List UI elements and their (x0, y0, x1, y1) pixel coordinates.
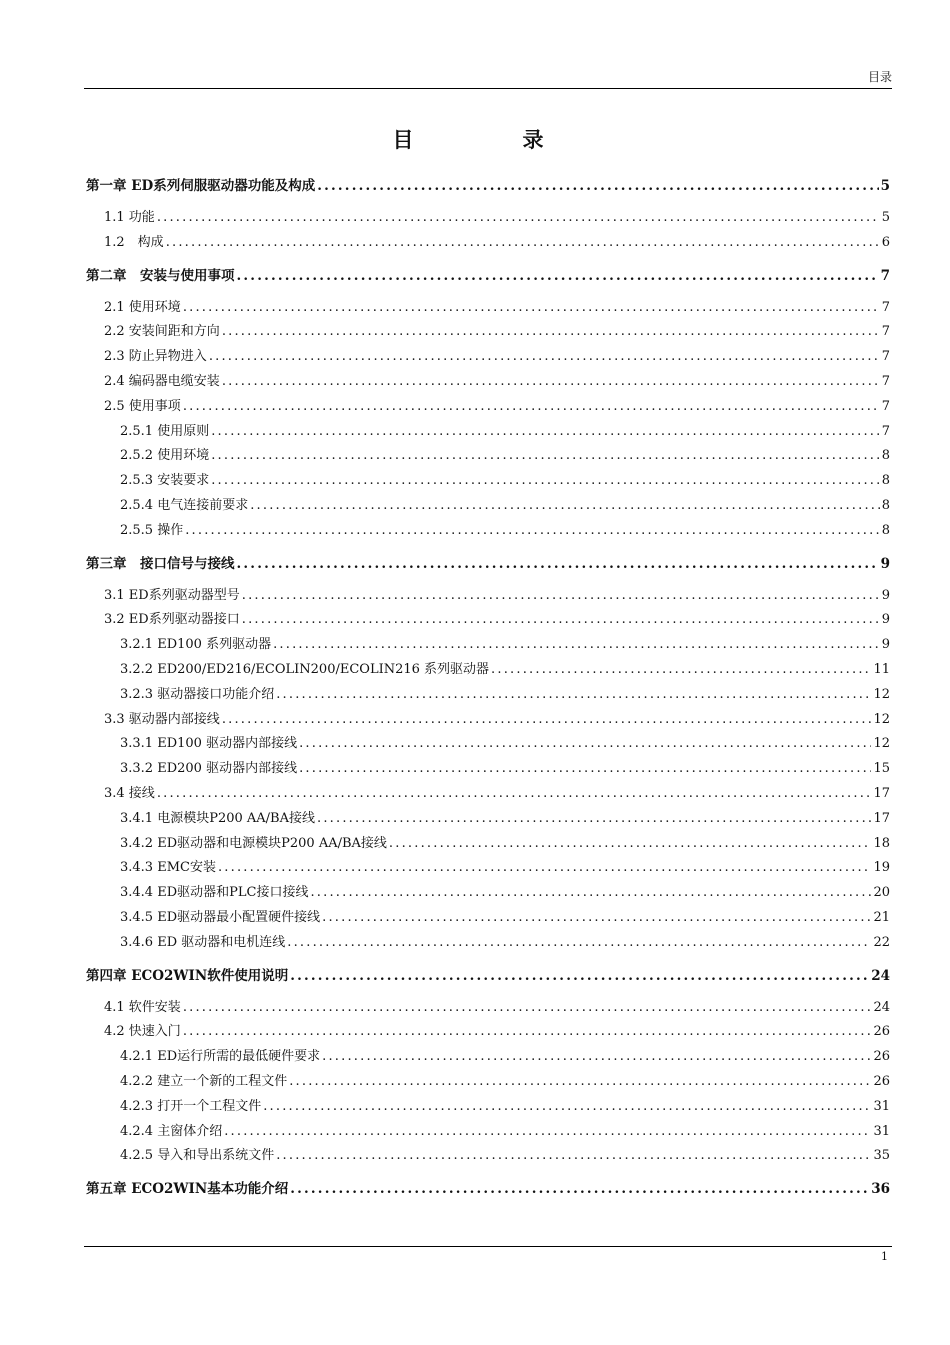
toc-dot-leader (310, 881, 871, 906)
toc-entry-page: 7 (881, 324, 890, 340)
toc-entry-page: 5 (881, 210, 890, 225)
toc-entry-title: 2.5.2 使用环境 (120, 448, 210, 464)
toc-section-entry[interactable] (86, 782, 890, 807)
toc-entry-page: 26 (873, 1024, 890, 1040)
toc-dot-leader (290, 962, 869, 990)
toc-entry-title: 3.4.2 ED驱动器和电源模块P200 AA/BA接线 (120, 835, 387, 851)
toc-entry-title: 3.2.1 ED100 系列驱动器 (120, 637, 272, 653)
toc-entry-page: 35 (873, 1148, 890, 1164)
toc-dot-leader (222, 708, 872, 733)
toc-dot-leader (317, 172, 878, 200)
toc-entry-page: 31 (873, 1098, 890, 1114)
toc-entry-page: 18 (873, 835, 890, 851)
toc-section-entry[interactable] (86, 519, 890, 544)
toc-entry-page: 7 (881, 349, 890, 365)
toc-entry-title: 第五章 ECO2WIN基本功能介绍 (86, 1181, 289, 1198)
toc-section-entry[interactable] (86, 370, 890, 395)
toc-dot-leader (166, 231, 880, 256)
toc-section-entry[interactable] (86, 807, 890, 832)
toc-entry-title: 4.2.1 ED运行所需的最低硬件要求 (120, 1049, 321, 1065)
toc-dot-leader (209, 345, 880, 370)
toc-entry-title: 2.5.4 电气连接前要求 (120, 497, 249, 513)
toc-dot-leader (322, 906, 871, 931)
toc-section-entry[interactable] (86, 1070, 890, 1095)
toc-section-entry[interactable] (86, 931, 890, 956)
toc-entry-title: 第三章 接口信号与接线 (86, 555, 235, 572)
toc-section-entry[interactable] (86, 683, 890, 708)
toc-entry-title: 2.5.5 操作 (120, 522, 184, 538)
toc-section-entry[interactable] (86, 420, 890, 445)
toc-section-entry[interactable] (86, 881, 890, 906)
document-title: 目 录 (392, 127, 588, 152)
toc-dot-leader (389, 832, 872, 857)
toc-dot-leader (211, 444, 880, 469)
toc-dot-leader (491, 658, 871, 683)
toc-dot-leader (273, 633, 880, 658)
toc-section-entry[interactable] (86, 469, 890, 494)
toc-entry-page: 5 (880, 178, 890, 194)
toc-section-entry[interactable] (86, 732, 890, 757)
toc-entry-title: 3.4.6 ED 驱动器和电机连线 (120, 934, 286, 950)
toc-dot-leader (322, 1045, 871, 1070)
toc-entry-page: 24 (871, 967, 890, 984)
toc-entry-page: 7 (881, 299, 890, 315)
toc-entry-page: 19 (873, 860, 890, 876)
toc-section-entry[interactable] (86, 1095, 890, 1120)
toc-entry-page: 9 (881, 637, 890, 653)
toc-entry-title: 2.5.3 安装要求 (120, 473, 210, 489)
toc-entry-page: 20 (873, 885, 890, 901)
toc-entry-page: 7 (881, 373, 890, 389)
toc-entry-title: 4.2.2 建立一个新的工程文件 (120, 1073, 288, 1089)
toc-dot-leader (242, 608, 880, 633)
toc-entry-page: 31 (873, 1123, 890, 1139)
toc-entry-title: 3.3 驱动器内部接线 (104, 711, 220, 727)
toc-dot-leader (237, 550, 879, 578)
toc-entry-title: 1.2 构成 (104, 234, 164, 250)
toc-section-entry[interactable] (86, 1045, 890, 1070)
toc-entry-title: 2.1 使用环境 (104, 299, 181, 315)
toc-chapter-entry[interactable] (86, 1175, 890, 1209)
toc-chapter-entry[interactable] (86, 962, 890, 996)
toc-entry-page: 8 (881, 522, 890, 538)
toc-dot-leader (276, 683, 871, 708)
toc-dot-leader (317, 807, 871, 832)
toc-dot-leader (183, 395, 880, 420)
toc-dot-leader (183, 296, 880, 321)
toc-section-entry[interactable] (86, 633, 890, 658)
toc-dot-leader (299, 732, 871, 757)
toc-section-entry[interactable] (86, 708, 890, 733)
toc-dot-leader (263, 1095, 871, 1120)
toc-entry-page: 6 (881, 234, 890, 250)
table-of-contents (86, 172, 890, 1209)
toc-section-entry[interactable] (86, 296, 890, 321)
toc-entry-page: 7 (880, 267, 890, 284)
toc-entry-title: 3.2 ED系列驱动器接口 (104, 612, 240, 628)
toc-dot-leader (276, 1144, 871, 1169)
toc-entry-page: 26 (873, 1073, 890, 1089)
toc-entry-page: 8 (881, 473, 890, 489)
toc-entry-title: 3.1 ED系列驱动器型号 (104, 587, 240, 603)
toc-entry-page: 8 (881, 448, 890, 464)
toc-section-entry[interactable] (86, 584, 890, 609)
toc-entry-title: 4.2.5 导入和导出系统文件 (120, 1148, 275, 1164)
toc-chapter-entry[interactable] (86, 172, 890, 206)
toc-entry-page: 36 (871, 1181, 890, 1198)
toc-entry-page: 11 (873, 661, 890, 677)
toc-entry-title: 3.2.3 驱动器接口功能介绍 (120, 686, 275, 702)
toc-dot-leader (242, 584, 880, 609)
toc-section-entry[interactable] (86, 494, 890, 519)
toc-dot-leader (157, 206, 880, 231)
toc-dot-leader (185, 519, 880, 544)
toc-dot-leader (211, 469, 880, 494)
toc-chapter-entry[interactable] (86, 550, 890, 584)
toc-entry-title: 3.4 接线 (104, 785, 155, 801)
toc-entry-title: 3.3.1 ED100 驱动器内部接线 (120, 736, 298, 752)
toc-entry-title: 2.4 编码器电缆安装 (104, 373, 220, 389)
toc-dot-leader (222, 370, 880, 395)
header-rule (84, 88, 892, 89)
toc-entry-title: 2.3 防止异物进入 (104, 349, 207, 365)
toc-entry-title: 第四章 ECO2WIN软件使用说明 (86, 967, 289, 984)
toc-section-entry[interactable] (86, 906, 890, 931)
toc-entry-title: 4.1 软件安装 (104, 999, 181, 1015)
toc-entry-title: 4.2 快速入门 (104, 1024, 181, 1040)
toc-entry-page: 17 (873, 785, 890, 801)
toc-section-entry[interactable] (86, 757, 890, 782)
toc-entry-page: 12 (873, 686, 890, 702)
toc-dot-leader (299, 757, 871, 782)
toc-entry-title: 3.4.1 电源模块P200 AA/BA接线 (120, 810, 316, 826)
toc-section-entry[interactable] (86, 1020, 890, 1045)
toc-entry-title: 第一章 ED系列伺服驱动器功能及构成 (86, 178, 316, 194)
toc-entry-title: 3.2.2 ED200/ED216/ECOLIN200/ECOLIN216 系列驱动器 (120, 661, 490, 677)
toc-entry-page: 17 (873, 810, 890, 826)
toc-dot-leader (237, 262, 879, 290)
toc-entry-page: 22 (873, 934, 890, 950)
toc-section-entry[interactable] (86, 444, 890, 469)
toc-dot-leader (287, 931, 871, 956)
toc-dot-leader (157, 782, 872, 807)
toc-entry-title: 3.4.5 ED驱动器最小配置硬件接线 (120, 909, 321, 925)
toc-entry-page: 15 (873, 761, 890, 777)
toc-dot-leader (222, 320, 880, 345)
toc-section-entry[interactable] (86, 206, 890, 231)
toc-entry-page: 7 (881, 423, 890, 439)
toc-entry-page: 21 (873, 909, 890, 925)
toc-entry-page: 9 (881, 587, 890, 603)
toc-entry-title: 4.2.3 打开一个工程文件 (120, 1098, 262, 1114)
toc-entry-page: 26 (873, 1049, 890, 1065)
toc-entry-title: 3.4.4 ED驱动器和PLC接口接线 (120, 885, 309, 901)
toc-dot-leader (290, 1175, 869, 1203)
toc-entry-title: 第二章 安装与使用事项 (86, 267, 235, 284)
toc-entry-page: 8 (881, 497, 890, 513)
toc-entry-page: 12 (873, 736, 890, 752)
toc-section-entry[interactable] (86, 996, 890, 1021)
toc-section-entry[interactable] (86, 856, 890, 881)
toc-dot-leader (250, 494, 880, 519)
toc-entry-title: 2.5 使用事项 (104, 398, 181, 414)
header-label: 目录 (867, 70, 892, 84)
toc-section-entry[interactable] (86, 832, 890, 857)
toc-entry-title: 3.4.3 EMC安装 (120, 860, 216, 876)
toc-entry-page: 9 (881, 612, 890, 628)
toc-entry-page: 24 (873, 999, 890, 1015)
toc-entry-title: 3.3.2 ED200 驱动器内部接线 (120, 761, 298, 777)
toc-section-entry[interactable] (86, 395, 890, 420)
toc-dot-leader (224, 1120, 871, 1145)
toc-entry-title: 1.1 功能 (104, 210, 155, 225)
toc-dot-leader (218, 856, 871, 881)
toc-dot-leader (183, 1020, 872, 1045)
toc-section-entry[interactable] (86, 658, 890, 683)
toc-dot-leader (289, 1070, 871, 1095)
toc-section-entry[interactable] (86, 608, 890, 633)
toc-section-entry[interactable] (86, 231, 890, 256)
page-number: 1 (881, 1250, 888, 1263)
toc-entry-page: 9 (880, 555, 890, 572)
toc-entry-page: 7 (881, 398, 890, 414)
toc-dot-leader (183, 996, 872, 1021)
toc-section-entry[interactable] (86, 1144, 890, 1169)
toc-entry-title: 4.2.4 主窗体介绍 (120, 1123, 223, 1139)
toc-dot-leader (211, 420, 880, 445)
footer-rule (84, 1246, 892, 1247)
toc-section-entry[interactable] (86, 345, 890, 370)
toc-entry-page: 12 (873, 711, 890, 727)
toc-section-entry[interactable] (86, 1120, 890, 1145)
toc-chapter-entry[interactable] (86, 262, 890, 296)
toc-entry-title: 2.2 安装间距和方向 (104, 324, 220, 340)
toc-section-entry[interactable] (86, 320, 890, 345)
toc-entry-title: 2.5.1 使用原则 (120, 423, 210, 439)
